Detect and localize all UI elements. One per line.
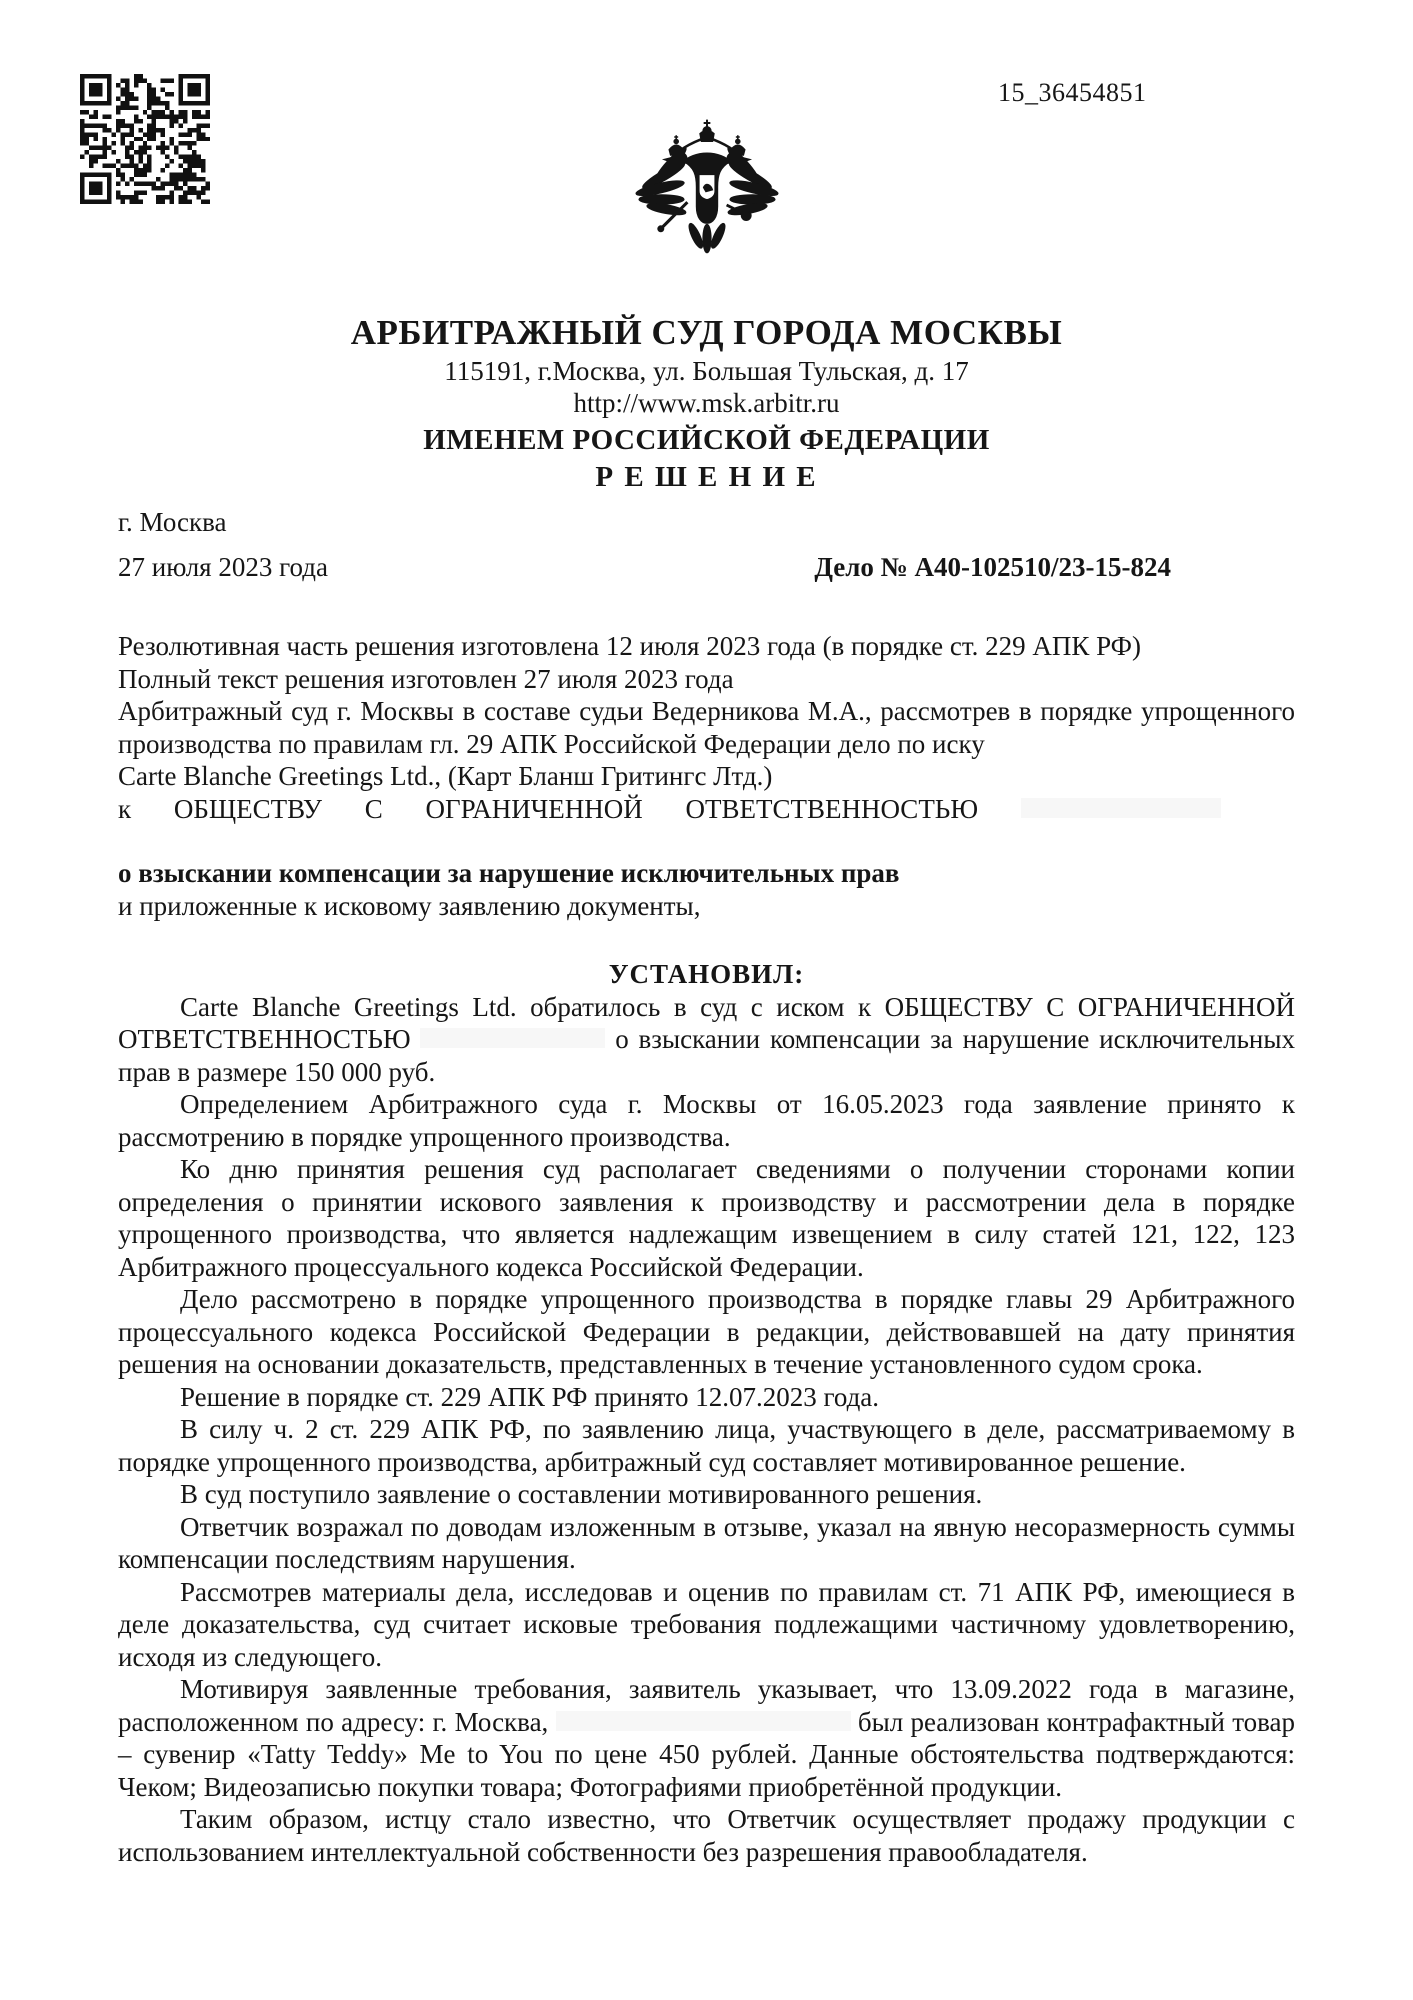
qr-code-icon — [80, 74, 210, 204]
decision-title: Р Е Ш Е Н И Е — [595, 461, 818, 493]
paragraph: Определением Арбитражного суда г. Москвы от 16.05.2023 года заявление принято к рассмотрению в порядке упрощенного производства. — [118, 1089, 1295, 1152]
paragraph: Ответчик возражал по доводам изложенным в отзыве, указал на явную несоразмерность суммы компенсации последствиям нарушения. — [118, 1511, 1295, 1574]
paragraph: Ко дню принятия решения суд располагает сведениями о получении сторонами копии определения о принятии искового заявления к производству и рассмотрении дела в порядке упрощенного производства, что является надлежащим извещением в силу статей 121, 122, 123 Арбитражного процессуального кодекса Российской Федерации. — [118, 1154, 1295, 1282]
paragraph: Таким образом, истцу стало известно, что Ответчик осуществляет продажу продукции с использованием интеллектуальной собственности без разрешения правообладателя. — [118, 1804, 1295, 1867]
in-the-name-line: ИМЕНЕМ РОССИЙСКОЙ ФЕДЕРАЦИИ — [423, 424, 990, 456]
paragraph: Дело рассмотрено в порядке упрощенного производства в порядке главы 29 Арбитражного процессуального кодекса Российской Федерации в редакции, действовавшей на дату принятия решения на основании доказательств, представленных в течение установленного судом срока. — [118, 1284, 1295, 1379]
decision-date: 27 июля 2023 года — [118, 552, 328, 582]
paragraph: Арбитражный суд г. Москвы в составе судьи Ведерникова М.А., рассмотрев в порядке упрощенного производства по правилам гл. 29 АПК Российской Федерации дело по иску — [118, 696, 1295, 759]
document-body — [118, 630, 1295, 1868]
redacted-text — [556, 1711, 851, 1731]
court-website: http://www.msk.arbitr.ru — [573, 388, 840, 418]
redacted-text — [420, 1028, 605, 1048]
russian-coat-of-arms-icon — [623, 118, 791, 269]
paragraph: Мотивируя заявленные требования, заявитель указывает, что 13.09.2022 года в магазине, расположенном по адресу: г. Москва, был реализован контрафактный товар – сувенир «Tatty Teddy» Me to You по цене 450 рублей. Данные обстоятельства подтверждаются: Чеком; Видеозаписью покупки товара; Фотографиями приобретённой продукции. — [118, 1674, 1296, 1802]
document-number: 15_36454851 — [998, 78, 1147, 107]
paragraph: Carte Blanche Greetings Ltd., (Карт Бланш Гритингс Лтд.) — [118, 761, 773, 791]
case-number: Дело № А40-102510/23-15-824 — [814, 552, 1171, 582]
paragraph: В силу ч. 2 ст. 229 АПК РФ, по заявлению лица, участвующего в деле, рассматриваемому в порядке упрощенного производства, арбитражный суд составляет мотивированное решение. — [118, 1414, 1295, 1477]
paragraph: Решение в порядке ст. 229 АПК РФ принято 12.07.2023 года. — [180, 1381, 880, 1412]
paragraph: к ОБЩЕСТВУ С ОГРАНИЧЕННОЙ ОТВЕТСТВЕННОСТЬЮ — [118, 793, 1295, 826]
paragraph: УСТАНОВИЛ: — [608, 959, 805, 989]
paragraph: Резолютивная часть решения изготовлена 12 июля 2023 года (в порядке ст. 229 АПК РФ) — [118, 631, 1141, 661]
court-address: 115191, г.Москва, ул. Большая Тульская, д. 17 — [444, 356, 969, 386]
paragraph: и приложенные к исковому заявлению документы, — [118, 890, 701, 921]
city-label: г. Москва — [118, 507, 227, 537]
redacted-text — [1021, 798, 1221, 818]
paragraph: Carte Blanche Greetings Ltd. обратилось в суд с иском к ОБЩЕСТВУ С ОГРАНИЧЕННОЙ ОТВЕТСТВЕННОСТЬЮ о взыскании компенсации за нарушение исключительных прав в размере 150 000 руб. — [118, 991, 1296, 1087]
paragraph: В суд поступило заявление о составлении мотивированного решения. — [180, 1479, 983, 1509]
court-name: АРБИТРАЖНЫЙ СУД ГОРОДА МОСКВЫ — [350, 313, 1063, 352]
paragraph: Полный текст решения изготовлен 27 июля 2023 года — [118, 663, 734, 694]
paragraph: о взыскании компенсации за нарушение исключительных прав — [118, 858, 900, 888]
paragraph: Рассмотрев материалы дела, исследовав и оценив по правилам ст. 71 АПК РФ, имеющиеся в деле доказательства, суд считает исковые требования подлежащими частичному удовлетворению, исходя из следующего. — [118, 1576, 1295, 1672]
